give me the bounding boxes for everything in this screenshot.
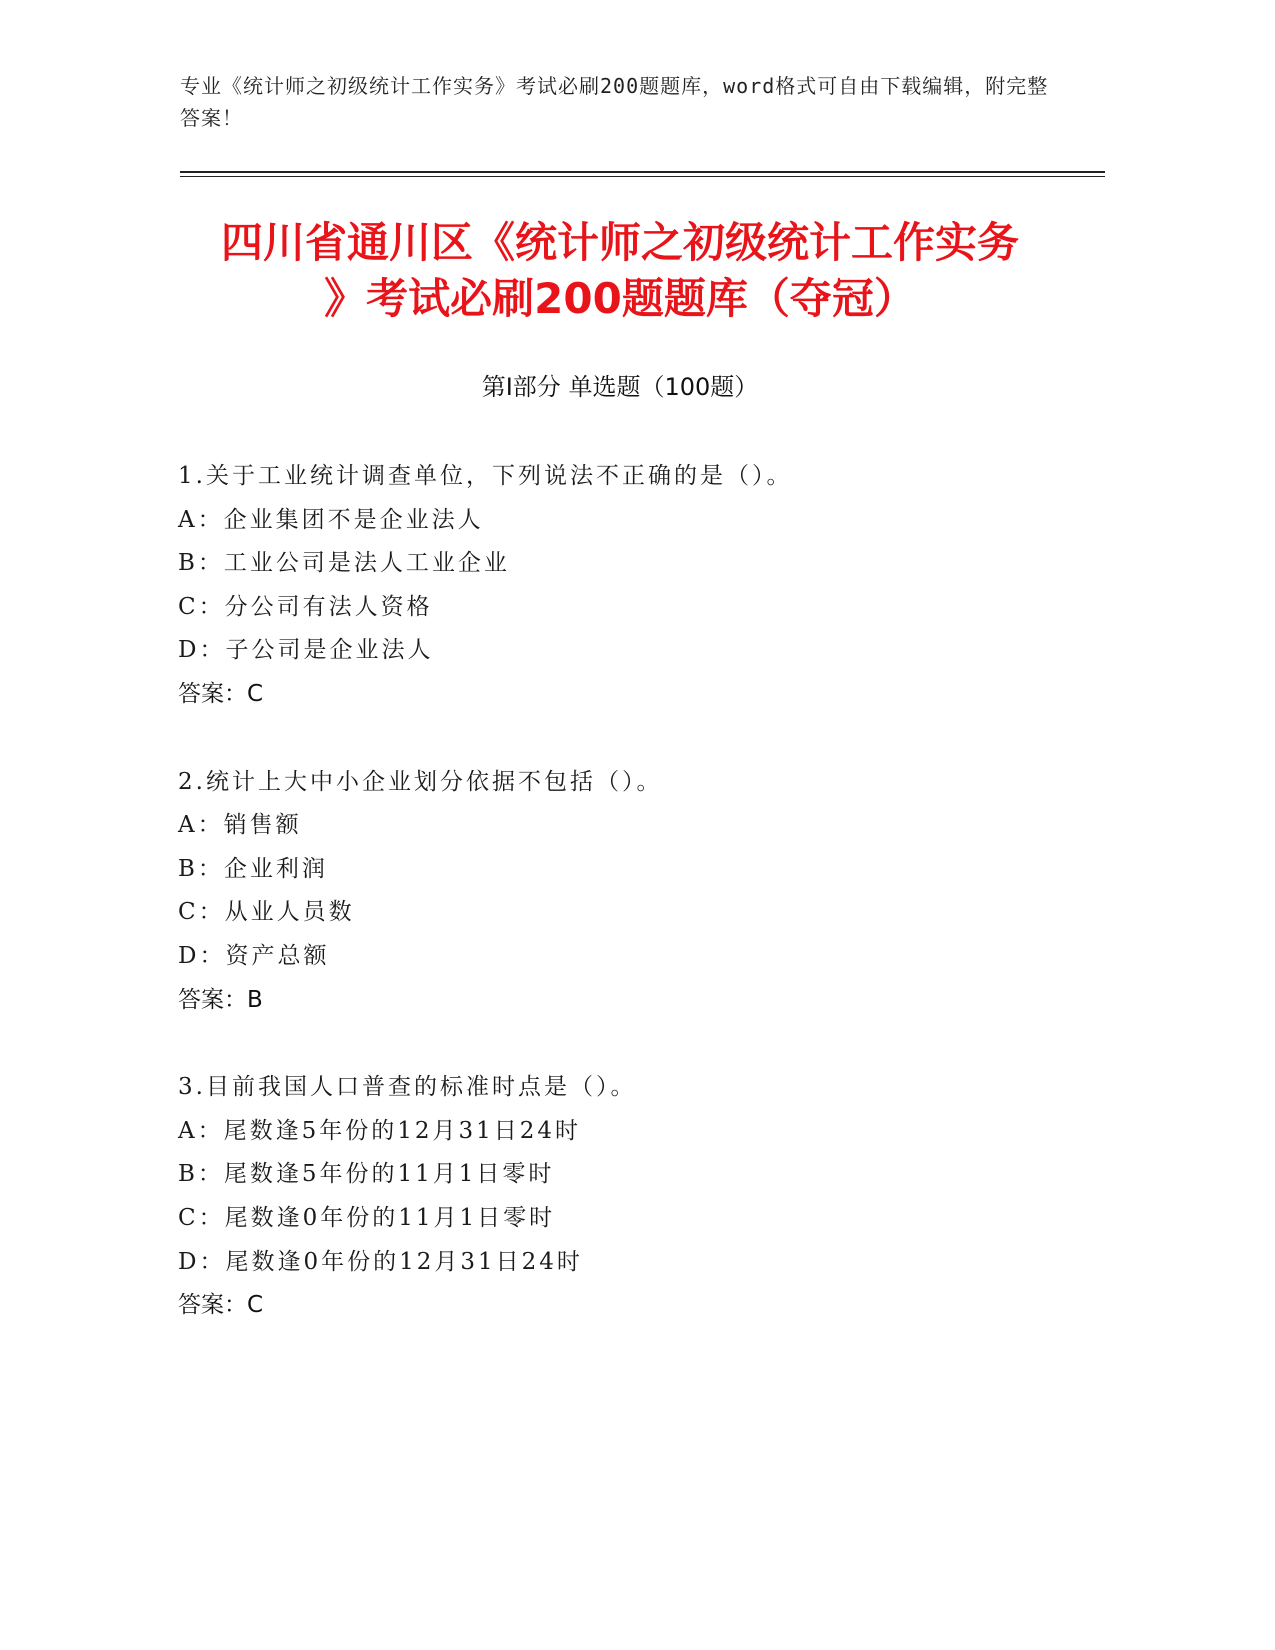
option-c: C：从业人员数 [178,899,355,926]
option-d: D：资产总额 [178,942,330,969]
option-d: D：子公司是企业法人 [178,637,434,664]
question-stem: 3.目前我国人口普查的标准时点是（）。 [178,1074,637,1101]
option-b: B：尾数逢5年份的11月1日零时 [178,1161,555,1188]
answer: 答案：B [178,986,263,1013]
title-line-2: 》考试必刷200题题库（夺冠） [324,274,916,323]
question-stem: 2.统计上大中小企业划分依据不包括（）。 [178,768,663,795]
question-stem: 1.关于工业统计调查单位，下列说法不正确的是（）。 [178,463,793,489]
option-c: C：分公司有法人资格 [178,593,433,620]
option-c: C：尾数逢0年份的11月1日零时 [178,1204,556,1231]
option-a: A：销售额 [178,812,302,839]
question-2 [178,761,1078,1023]
header-rule-thin [180,176,1105,177]
document-title [180,215,1060,327]
section-title: 第Ⅰ部分 单选题（100题） [481,373,759,401]
answer: 答案：C [178,1292,264,1319]
option-d: D：尾数逢0年份的12月31日24时 [178,1248,583,1275]
option-a: A：企业集团不是企业法人 [178,506,484,533]
question-list [178,455,1078,1372]
header-rule-thick [180,171,1105,173]
question-1 [178,455,1078,717]
option-b: B：企业利润 [178,855,328,882]
answer: 答案：C [178,680,264,707]
question-3 [178,1066,1078,1328]
option-a: A：尾数逢5年份的12月31日24时 [178,1117,582,1144]
option-b: B：工业公司是法人工业企业 [178,550,510,577]
title-line-1: 四川省通川区《统计师之初级统计工作实务 [220,218,1019,267]
header-note: 专业《统计师之初级统计工作实务》考试必刷200题题库，word格式可自由下载编辑，附完整答案！ [180,74,1049,130]
